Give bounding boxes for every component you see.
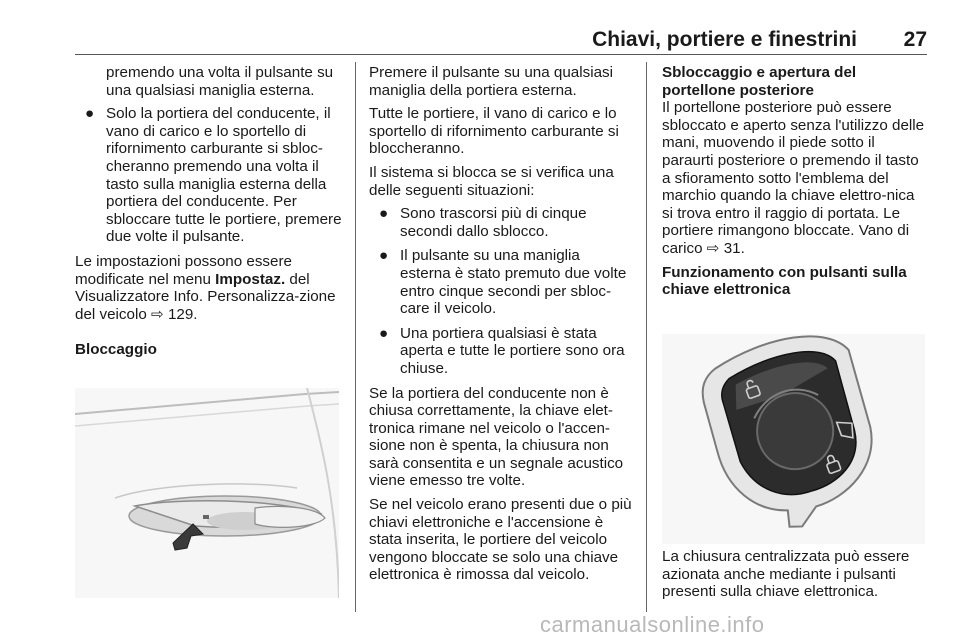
- list-item-text: Sono trascorsi più di cinque secondi dallo sblocco.: [400, 205, 587, 240]
- door-handle-press-illustration: [75, 388, 339, 598]
- text: Le impostazioni possono essere modificate nel menu: [75, 252, 292, 288]
- page-reference-icon: ⇨: [706, 239, 720, 257]
- paragraph: La chiusura centralizzata può essere azionata anche mediante i pulsanti presenti sulla chiave elettronica.: [662, 548, 910, 601]
- column-divider: [355, 62, 356, 612]
- header-rule: [75, 54, 927, 55]
- paragraph: Premere il pulsante su una qualsiasi maniglia della portiera esterna.: [369, 64, 613, 99]
- page-header: [75, 28, 927, 52]
- column-2: [369, 64, 634, 590]
- bullet-icon: ●: [379, 247, 389, 265]
- list-item: [75, 105, 342, 246]
- list-item: [369, 205, 634, 240]
- section-heading: Bloccaggio: [75, 341, 157, 359]
- paragraph: [662, 99, 927, 257]
- column-3: [662, 64, 927, 305]
- column-divider: [646, 62, 647, 612]
- list-item-text: Il pulsante su una maniglia esterna è stato premuto due volte entro cinque secondi per sbloc-care il veicolo.: [400, 247, 627, 318]
- list-item-text: Solo la portiera del conducente, il vano di carico e lo sportello di rifornimento carburante si sbloc-cheranno premendo una volta il tasto sulla maniglia esterna della portiera del conducente. Per sbloccare tutte le portiere, premere due volte il pulsante.: [106, 105, 342, 246]
- text: 31.: [719, 239, 745, 257]
- page-number: 27: [903, 28, 927, 51]
- section-heading: Sbloccaggio e apertura del portellone posteriore: [662, 64, 857, 99]
- list-item: [369, 325, 634, 378]
- key-fob-figure: [662, 334, 925, 544]
- section-heading: Funzionamento con pulsanti sulla chiave elettronica: [662, 263, 907, 299]
- text: Il portellone posteriore può essere sbloccato e aperto senza l'utilizzo delle mani, muovendo il piede sotto il paraurti posteriore o premendo il tasto a sfioramento sotto l'emblema del marchio quando la chiave elettro-nica si trova entro il raggio di portata. Le portiere rimangono bloccate. Vano di carico: [662, 99, 925, 257]
- list-item-text: Una portiera qualsiasi è stata aperta e tutte le portiere sono ora chiuse.: [400, 324, 625, 377]
- door-handle-figure: [75, 388, 339, 598]
- text: 129.: [163, 305, 198, 323]
- text: del Visualizzatore Info. Personalizza-zione del veicolo: [75, 270, 336, 323]
- chapter-title: Chiavi, portiere e finestrini: [592, 28, 857, 51]
- page-reference-icon: ⇨: [150, 305, 164, 323]
- continued-text: premendo una volta il pulsante su una qualsiasi maniglia esterna.: [106, 64, 334, 99]
- menu-name: Impostaz.: [215, 270, 286, 288]
- watermark: carmanualsonline.info: [540, 612, 765, 637]
- bullet-icon: ●: [85, 105, 95, 123]
- electronic-key-fob-illustration: [662, 334, 925, 544]
- list-item: [369, 247, 634, 317]
- paragraph: Tutte le portiere, il vano di carico e lo sportello di rifornimento carburante si bloccheranno.: [369, 105, 619, 158]
- paragraph: Il sistema si blocca se si verifica una delle seguenti situazioni:: [369, 163, 614, 199]
- column-1: [75, 64, 342, 365]
- settings-paragraph: [75, 253, 342, 323]
- bullet-icon: ●: [379, 205, 389, 223]
- column-3-lower: [662, 548, 927, 607]
- paragraph: Se nel veicolo erano presenti due o più chiavi elettroniche e l'accensione è stata inserita, le portiere del veicolo vengono bloccate se solo una chiave elettronica è rimossa dal veicolo.: [369, 496, 632, 584]
- paragraph: Se la portiera del conducente non è chiusa correttamente, la chiave elet-tronica rimane nel veicolo o l'accen-sione non è spenta, la chiusura non sarà consentita e un segnale acustico viene emesso tre volte.: [369, 384, 624, 490]
- bullet-icon: ●: [379, 324, 389, 342]
